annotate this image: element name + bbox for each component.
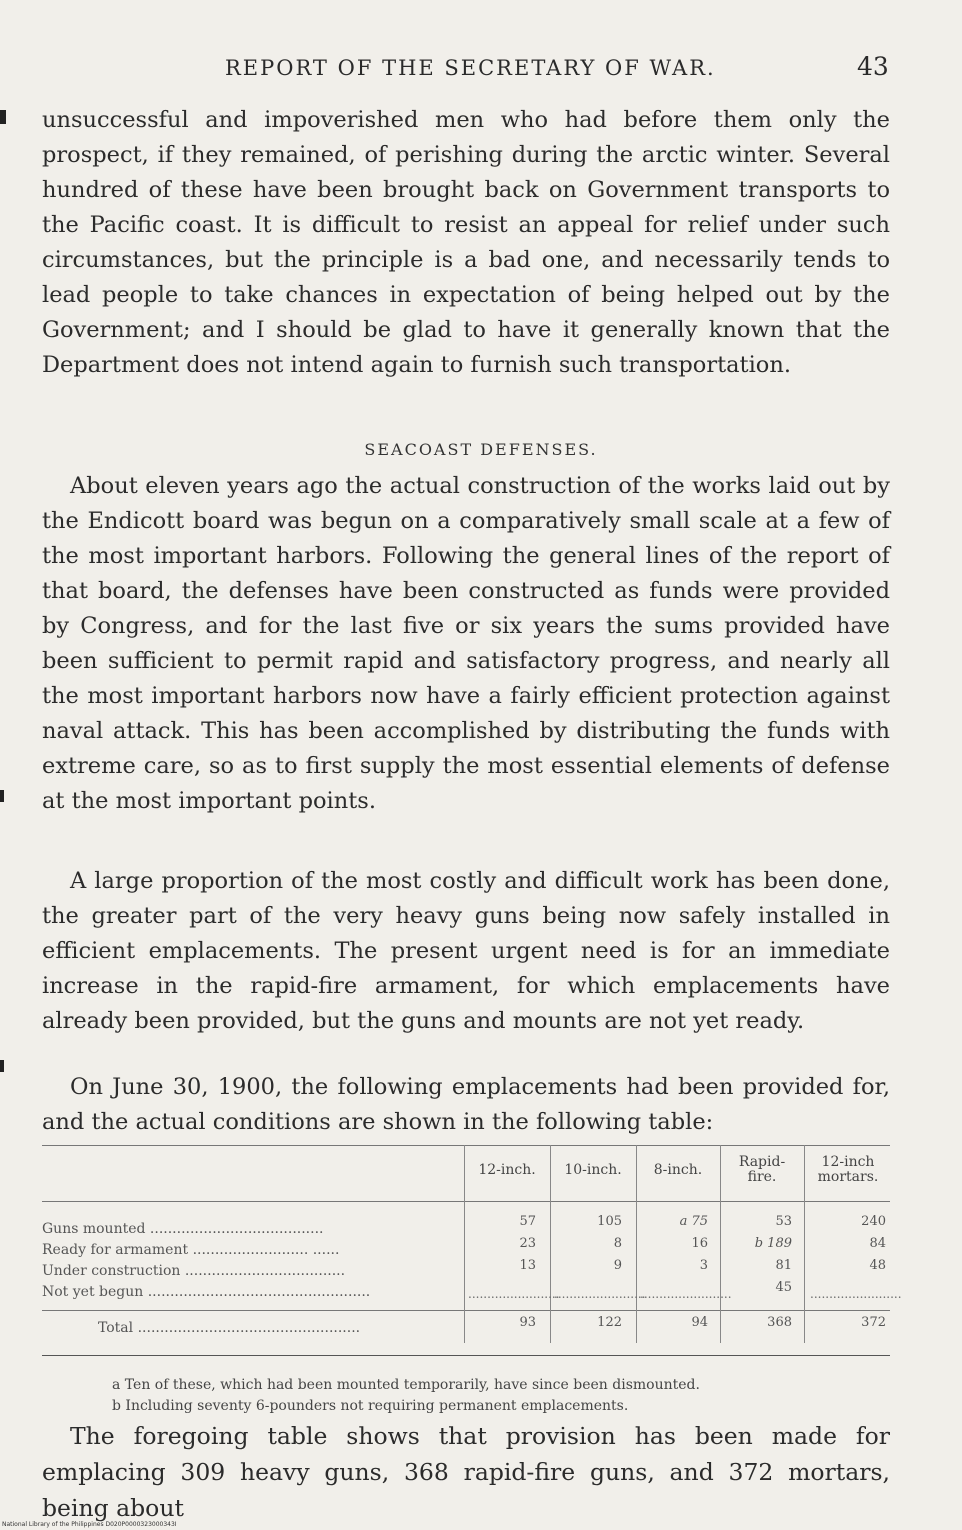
row-label-under-construction: Under construction .................................... [42,1263,346,1279]
footnote-a: a Ten of these, which had been mounted temporarily, have since been dismounted. [112,1377,700,1393]
column-header-12-inch: 12-inch. [478,1162,536,1178]
table-cell: 240 [861,1214,886,1229]
table-cell: 53 [775,1214,792,1229]
section-heading: SEACOAST DEFENSES. [364,440,598,459]
column-header-mortars: 12-inch mortars. [817,1154,879,1185]
paragraph-5: The foregoing table shows that provision has been made for emplacing 309 heavy guns, 368 rapid-fire guns, and 372 mortars, being about [42,1422,890,1522]
column-header-10-inch: 10-inch. [564,1162,622,1178]
footnote-b: b Including seventy 6-pounders not requiring permanent emplacements. [112,1398,629,1414]
table-total-cell: 93 [519,1315,536,1330]
table-cell-leader: ........................ [640,1287,732,1301]
table-cell-leader: ........................ [554,1287,646,1301]
table-total-cell: 368 [767,1315,792,1330]
row-label-guns-mounted: Guns mounted ....................................... [42,1221,324,1237]
table-cell: 8 [613,1236,622,1251]
table-cell: 84 [869,1236,886,1251]
table-cell: 9 [613,1258,622,1273]
library-imprint: National Library of the Philippines D020P0000323000343I [2,1521,177,1528]
scan-margin-mark [0,790,4,802]
column-header-rapid-fire: Rapid-fire. [738,1154,786,1185]
table-cell: b 189 [754,1236,792,1251]
scan-margin-mark [0,1060,4,1072]
paragraph-4: On June 30, 1900, the following emplacements had been provided for, and the actual conditions are shown in the following table: [42,1074,890,1135]
scan-margin-mark [0,110,6,124]
table-cell: 48 [869,1258,886,1273]
paragraph-2: About eleven years ago the actual construction of the works laid out by the Endicott board was begun on a comparatively small scale at a few of the most important harbors. Following the general lines of the report of that board, the defenses have been constructed as funds were provided by Congress, and for the last five or six years the sums provided have been sufficient to permit rapid and satisfactory progress, and nearly all the most important harbors now have a fairly efficient protection against naval attack. This has been accomplished by distributing the funds with extreme care, so as to first supply the most essential elements of defense at the most important points. [42,473,890,814]
table-total-cell: 122 [597,1315,622,1330]
table-cell: 13 [519,1258,536,1273]
row-label-total: Total .................................................. [98,1320,361,1336]
table-cell: 23 [519,1236,536,1251]
table-cell: 81 [775,1258,792,1273]
table-cell: 105 [597,1214,622,1229]
row-label-not-yet-begun: Not yet begun .................................................. [42,1284,371,1300]
running-header: REPORT OF THE SECRETARY OF WAR. [225,56,716,80]
table-total-cell: 94 [691,1315,708,1330]
paragraph-1: unsuccessful and impoverished men who had before them only the prospect, if they remained, of perishing during the arctic winter. Several hundred of these have been brought back on Government transports to the Pacific coast. It is difficult to resist an appeal for relief under such circumstances, but the principle is a bad one, and necessarily tends to lead people to take chances in expectation of being helped out by the Government; and I should be glad to have it generally known that the Department does not intend again to furnish such transportation. [42,107,890,378]
table-cell: 57 [519,1214,536,1229]
page-number: 43 [857,52,889,81]
emplacement-table [42,1145,902,1357]
table-cell: 45 [775,1280,792,1295]
table-cell-leader: ........................ [810,1287,902,1301]
column-header-8-inch: 8-inch. [653,1162,703,1178]
table-cell: 16 [691,1236,708,1251]
paragraph-3: A large proportion of the most costly and difficult work has been done, the greater part of the very heavy guns being now safely installed in efficient emplacements. The present urgent need is for an immediate increase in the rapid-fire armament, for which emplacements have already been provided, but the guns and mounts are not yet ready. [42,868,890,1034]
table-cell: 3 [699,1258,708,1273]
table-cell: a 75 [679,1214,708,1229]
table-total-cell: 372 [861,1315,886,1330]
table-cell-leader: ........................ [468,1287,560,1301]
row-label-ready-for-armament: Ready for armament .......................... ...... [42,1242,340,1258]
